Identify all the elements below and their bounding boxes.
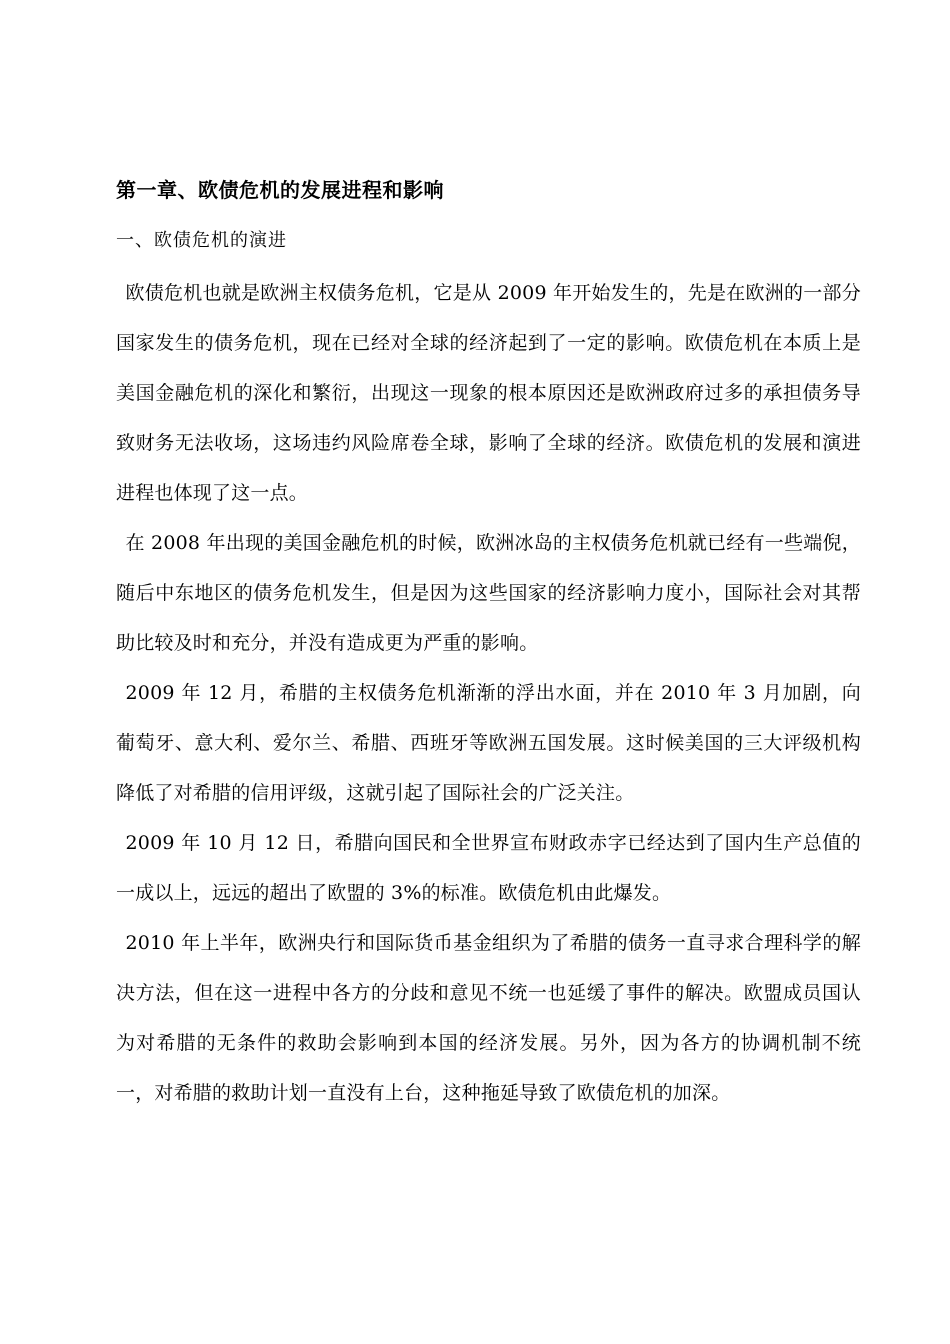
paragraph-4: 2009 年 10 月 12 日，希腊向国民和全世界宣布财政赤字已经达到了国内生产总值的一成以上，远远的超出了欧盟的 3%的标准。欧债危机由此爆发。: [116, 832, 861, 904]
paragraph-2: 在 2008 年出现的美国金融危机的时候，欧洲冰岛的主权债务危机就已经有一些端倪，随后中东地区的债务危机发生，但是因为这些国家的经济影响力度小，国际社会对其帮助比较及时和充分，并没有造成更为严重的影响。: [116, 532, 861, 654]
paragraph-5: 2010 年上半年，欧洲央行和国际货币基金组织为了希腊的债务一直寻求合理科学的解决方法，但在这一进程中各方的分歧和意见不统一也延缓了事件的解决。欧盟成员国认为对希腊的无条件的救助会影响到本国的经济发展。另外，因为各方的协调机制不统一，对希腊的救助计划一直没有上台，这种拖延导致了欧债危机的加深。: [116, 932, 861, 1104]
paragraph-3: 2009 年 12 月，希腊的主权债务危机渐渐的浮出水面，并在 2010 年 3 月加剧，向葡萄牙、意大利、爱尔兰、希腊、西班牙等欧洲五国发展。这时候美国的三大评级机构降低了对希腊的信用评级，这就引起了国际社会的广泛关注。: [116, 682, 861, 804]
body-text: [116, 268, 861, 1118]
paragraph-1: 欧债危机也就是欧洲主权债务危机，它是从 2009 年开始发生的，先是在欧洲的一部分国家发生的债务危机，现在已经对全球的经济起到了一定的影响。欧债危机在本质上是美国金融危机的深化和繁衍，出现这一现象的根本原因还是欧洲政府过多的承担债务导致财务无法收场，这场违约风险席卷全球，影响了全球的经济。欧债危机的发展和演进进程也体现了这一点。: [116, 282, 861, 504]
chapter-title: 第一章、欧债危机的发展进程和影响: [116, 178, 444, 202]
section-title: 一、欧债危机的演进: [116, 230, 287, 251]
